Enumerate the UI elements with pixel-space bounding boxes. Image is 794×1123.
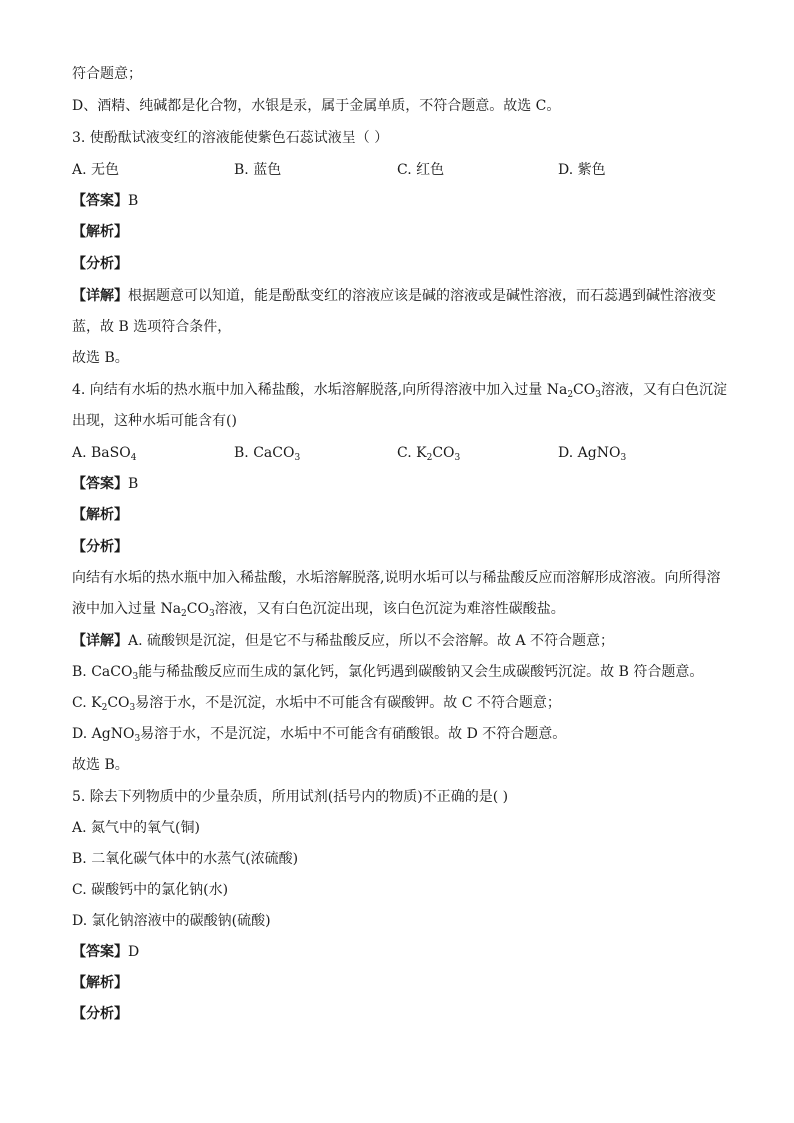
text-segment: 溶液，又有白色沉淀出现，该白色沉淀为难溶性碳酸盐。: [214, 601, 565, 617]
question-4: [72, 380, 727, 400]
answer-label: 【答案】: [72, 193, 128, 209]
q3-option-a: A. 无色: [72, 162, 120, 178]
text-line: [72, 693, 561, 713]
text-segment: 4. 向结有水垢的热水瓶中加入稀盐酸，水垢溶解脱落,向所得溶液中加入过量 Na: [72, 382, 568, 398]
q3-detail: [72, 286, 716, 306]
text-segment: D. AgNO: [72, 726, 135, 742]
q4-detail: [72, 631, 614, 651]
option-text: A. BaSO: [72, 445, 131, 461]
text-line: 故选 B。: [72, 350, 129, 366]
subscript: 3: [134, 734, 141, 744]
subscript: 4: [130, 453, 137, 463]
answer-value: B: [128, 476, 139, 492]
formula-text: CO: [107, 695, 130, 711]
text-segment: B. CaCO: [72, 664, 133, 680]
text-segment: 易溶于水，不是沉淀，水垢中不可能含有硝酸银。故 D 不符合题意。: [140, 726, 567, 742]
analysis-label: 【解析】: [72, 975, 128, 991]
option-text: D. AgNO: [558, 445, 621, 461]
question-5: 5. 除去下列物质中的少量杂质，所用试剂(括号内的物质)不正确的是( ): [72, 789, 509, 805]
detail-label: 【详解】: [72, 288, 128, 304]
q3-answer: [72, 191, 138, 211]
formula-text: CO: [432, 445, 455, 461]
subscript: 2: [101, 703, 108, 713]
text-line: [72, 599, 565, 619]
q4-answer: [72, 474, 138, 494]
q5-option-a: A. 氮气中的氧气(铜): [72, 820, 200, 836]
text-segment: 易溶于水，不是沉淀，水垢中不可能含有碳酸钾。故 C 不符合题意；: [135, 695, 561, 711]
question-3: 3. 使酚酞试液变红的溶液能使紫色石蕊试液呈（ ）: [72, 130, 389, 146]
breakdown-label: 【分析】: [72, 1006, 128, 1022]
formula-text: CO: [573, 382, 596, 398]
subscript: 2: [181, 609, 187, 619]
subscript: 2: [426, 453, 433, 463]
text-segment: 溶液，又有白色沉淀: [600, 382, 727, 398]
subscript: 3: [620, 453, 627, 463]
q4-option-a: [72, 443, 136, 463]
subscript: 3: [208, 609, 215, 619]
option-text: C. K: [397, 445, 427, 461]
analysis-label: 【解析】: [72, 507, 128, 523]
breakdown-label: 【分析】: [72, 256, 128, 272]
answer-value: B: [128, 193, 139, 209]
q5-option-c: C. 碳酸钙中的氯化钠(水): [72, 882, 229, 898]
text-line: 故选 B。: [72, 757, 129, 773]
q4-option-d: [558, 443, 626, 463]
text-segment: 液中加入过量 Na: [72, 601, 182, 617]
q5-option-b: B. 二氧化碳气体中的水蒸气(浓硫酸): [72, 851, 299, 867]
text-line: 蓝，故 B 选项符合条件，: [72, 319, 232, 335]
subscript: 3: [294, 453, 301, 463]
text-line: [72, 724, 566, 744]
text-segment: 能与稀盐酸反应而生成的氯化钙，氯化钙遇到碳酸钠又会生成碳酸钙沉淀。故 B 符合题意。: [138, 664, 704, 680]
subscript: 2: [567, 390, 574, 400]
q3-option-d: D. 紫色: [558, 162, 606, 178]
q4-option-b: [234, 443, 300, 463]
text-segment: C. K: [72, 695, 102, 711]
subscript: 3: [129, 703, 136, 713]
answer-value: D: [128, 944, 140, 960]
q3-option-b: B. 蓝色: [234, 162, 282, 178]
subscript: 3: [595, 390, 601, 400]
detail-label: 【详解】: [72, 633, 128, 649]
answer-label: 【答案】: [72, 476, 128, 492]
text-line: 符合题意；: [72, 66, 142, 82]
formula-text: CO: [186, 601, 209, 617]
q4-option-c: [397, 443, 460, 463]
text-line: 向结有水垢的热水瓶中加入稀盐酸，水垢溶解脱落,说明水垢可以与稀盐酸反应而溶解形成溶液。向所得溶: [72, 570, 721, 586]
text-line: 出现，这种水垢可能含有(): [72, 413, 237, 429]
detail-text: A. 硫酸钡是沉淀，但是它不与稀盐酸反应，所以不会溶解。故 A 不符合题意；: [128, 633, 615, 649]
detail-text: 根据题意可以知道，能是酚酞变红的溶液应该是碱的溶液或是碱性溶液，而石蕊遇到碱性溶液变: [128, 288, 716, 304]
answer-label: 【答案】: [72, 944, 128, 960]
option-text: B. CaCO: [234, 445, 295, 461]
breakdown-label: 【分析】: [72, 539, 128, 555]
analysis-label: 【解析】: [72, 224, 128, 240]
q5-option-d: D. 氯化钠溶液中的碳酸钠(硫酸): [72, 913, 271, 929]
subscript: 3: [132, 672, 139, 682]
q3-option-c: C. 红色: [397, 162, 445, 178]
q5-answer: [72, 942, 139, 962]
subscript: 3: [454, 453, 461, 463]
text-line: D、酒精、纯碱都是化合物，水银是汞，属于金属单质，不符合题意。故选 C。: [72, 98, 561, 114]
text-line: [72, 662, 703, 682]
